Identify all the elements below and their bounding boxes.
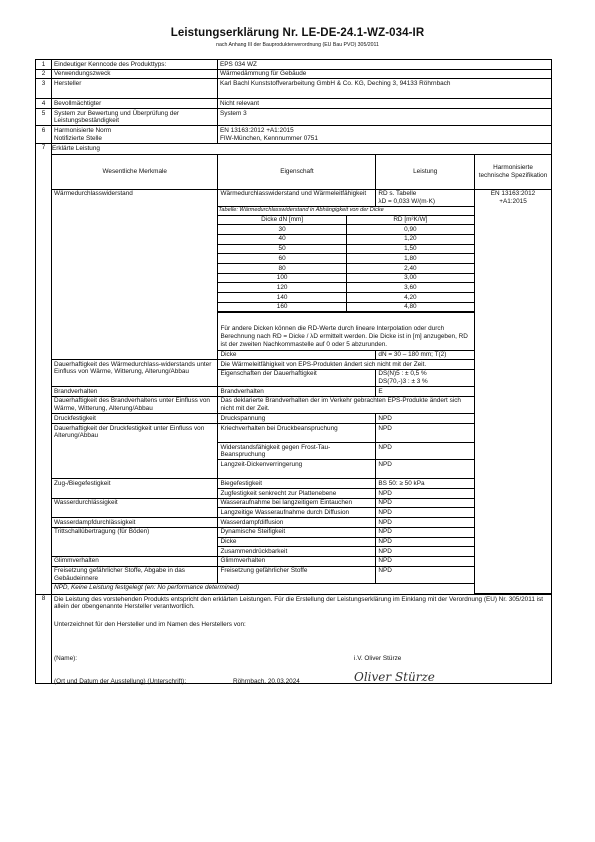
leistung-cell (376, 369, 475, 386)
row-value (218, 126, 552, 143)
thickness-table (218, 215, 474, 313)
rd-table-value: 3,60 (346, 283, 474, 293)
row-1 (36, 60, 552, 70)
leistung-cell: NPD (376, 498, 475, 508)
merkmal-cell: Druckfestigkeit (52, 414, 218, 424)
eigenschaft-cell: Freisetzung gefährlicher Stoffe (218, 566, 376, 583)
row-value: Nicht relevant (218, 99, 552, 109)
thickness-row (218, 302, 474, 312)
row-label: Hersteller (52, 79, 218, 99)
row-value: Wärmedämmung für Gebäude (218, 69, 552, 79)
col-header-spezifikation: Harmonisierte technische Spezifikation (475, 154, 552, 189)
waerme-row (52, 189, 551, 206)
thickness-value: 140 (218, 293, 346, 303)
col-header-dicke: Dicke dN [mm] (218, 215, 346, 225)
thickness-value: 40 (218, 234, 346, 244)
rd-table-value: 0,90 (346, 225, 474, 235)
thickness-row (218, 225, 474, 235)
rd-table-value: 3,00 (346, 273, 474, 283)
thickness-table-caption: Tabelle: Wärmedurchlasswiderstand in Abhängigkeit von der Dicke (218, 207, 384, 214)
rd-table-value: 4,20 (346, 293, 474, 303)
thickness-row (218, 273, 474, 283)
leistung-cell (376, 189, 475, 206)
thickness-value: 50 (218, 244, 346, 254)
row-label: Bevollmächtigter (52, 99, 218, 109)
leistung-cell: NPD (376, 547, 475, 557)
thickness-row (218, 283, 474, 293)
signed-for-text: Unterzeichnet für den Hersteller und im Namen des Herstellers von: (54, 621, 246, 629)
interpolation-note: Für andere Dicken können die RD-Werte durch lineare Interpolation oder durch Berechnung nach RD = Dicke / λD ermittelt werden. Die Dicke ist in [m] anzugeben, RD ist der zweiten Nachkommastelle auf 0 oder 5 abzurunden. (218, 312, 474, 349)
leistung-cell: dN = 30 – 180 mm; T(2) (376, 350, 475, 360)
performance-header-row (52, 154, 551, 189)
eigenschaft-cell: Dynamische Steifigkeit (218, 527, 376, 537)
lambda-value: λD = 0,033 W/(m·K) (378, 197, 436, 205)
rd-table-value: 1,50 (346, 244, 474, 254)
row-2 (36, 69, 552, 79)
thickness-value: 60 (218, 254, 346, 264)
row-number: 3 (36, 79, 52, 99)
merkmal-cell: Wärmedurchlasswiderstand (52, 189, 218, 360)
spezifikation-cell: EN 13163:2012 +A1:2015 (475, 189, 552, 593)
leistung-cell: NPD (376, 518, 475, 528)
declaration-text: Die Leistung des vorstehenden Produkts entspricht den erklärten Leistungen. Für die Erstellung der Leistungserklärung im Einklang mit der Verordnung (EU) Nr. 305/2011 ist allein der obengenannte Hersteller verantwortlich. (54, 595, 544, 611)
thickness-value: 100 (218, 273, 346, 283)
leistung-cell: NPD (376, 414, 475, 424)
col-header-rd: RD [m²K/W] (346, 215, 474, 225)
col-header-eigenschaft: Eigenschaft (218, 154, 376, 189)
thickness-row (218, 254, 474, 264)
row-number: 7 (36, 143, 52, 594)
row-number: 1 (36, 60, 52, 70)
document-title: Leistungserklärung Nr. LE-DE-24.1-WZ-034-IR (170, 27, 425, 39)
row-value: EPS 034 WZ (218, 60, 552, 70)
row-5 (36, 109, 552, 126)
thickness-row (218, 244, 474, 254)
merkmal-cell: Wasserdampfdurchlässigkeit (52, 518, 218, 528)
merkmal-cell: Freisetzung gefährlicher Stoffe, Abgabe in das Gebäudeinnere (52, 566, 218, 583)
leistung-cell: NPD (376, 566, 475, 583)
merkmal-cell: Trittschallübertragung (für Böden) (52, 527, 218, 556)
eigenschaft-cell: Langzeitige Wasseraufnahme durch Diffusion (218, 508, 376, 518)
eigenschaft-cell: Kriechverhalten bei Druckbeanspruchung (218, 424, 376, 443)
eigenschaft-cell: Glimmverhalten (218, 556, 376, 566)
row-label: System zur Bewertung und Überprüfung der Leistungsbeständigkeit (52, 109, 218, 126)
row-3 (36, 79, 552, 99)
ds-n-value: DS(N)5 : ± 0,5 % (378, 370, 427, 378)
eigenschaft-cell: Eigenschaften der Dauerhaftigkeit (218, 369, 376, 386)
leistung-cell: NPD (376, 556, 475, 566)
eigenschaft-cell: Zusammendrückbarkeit (218, 547, 376, 557)
eigenschaft-cell: Wasseraufnahme bei langzeitigem Eintauchen (218, 498, 376, 508)
place-date-value: Röhrnbach, 20.03.2024 (233, 677, 300, 685)
place-date-label: (Ort und Datum der Ausstellung) (Unterschrift): (54, 677, 187, 685)
row-number: 4 (36, 99, 52, 109)
notified-body-value: FIW-München, Kennnummer 0751 (220, 134, 318, 142)
npd-note: NPD, Keine Leistung festgelegt (en: No performance determined) (52, 583, 551, 593)
col-header-merkmal: Wesentliche Merkmale (52, 154, 218, 189)
eigenschaft-cell: Wärmedurchlasswiderstand und Wärmeleitfähigkeit (218, 189, 376, 206)
eigenschaft-cell: Dicke (218, 537, 376, 547)
thickness-value: 120 (218, 283, 346, 293)
row-value: System 3 (218, 109, 552, 126)
leistung-cell: BS 50: ≥ 50 kPa (376, 479, 475, 489)
leistung-cell: NPD (376, 443, 475, 460)
thickness-value: 30 (218, 225, 346, 235)
merkmal-cell: Wasserdurchlässigkeit (52, 498, 218, 517)
eigenschaft-cell: Dicke (218, 350, 376, 360)
row-7 (36, 143, 552, 594)
leistung-cell: NPD (376, 537, 475, 547)
row-label (52, 126, 218, 143)
thickness-row (218, 264, 474, 274)
row-8 (36, 594, 552, 683)
performance-heading: Erklärte Leistung (52, 144, 100, 152)
leistung-cell: NPD (376, 527, 475, 537)
rd-table-value: 1,80 (346, 254, 474, 264)
eigenschaft-cell: Druckspannung (218, 414, 376, 424)
norm-value: EN 13163:2012 +A1:2015 (220, 126, 294, 134)
rd-table-value: 1,20 (346, 234, 474, 244)
rd-value: RD s. Tabelle (378, 190, 417, 197)
eigenschaft-cell: Brandverhalten (218, 387, 376, 397)
eigenschaft-cell: Biegefestigkeit (218, 479, 376, 489)
merkmal-cell: Zug-/Biegefestigkeit (52, 479, 218, 498)
merkmal-cell: Dauerhaftigkeit des Wärmedurchlass-widerstands unter Einfluss von Wärme, Witterung, Alterung/Abbau (52, 360, 218, 387)
row-number: 6 (36, 126, 52, 143)
merkmal-cell: Dauerhaftigkeit des Brandverhaltens unter Einfluss von Wärme, Witterung, Alterung/Abbau (52, 396, 218, 413)
ds-70-value: DS(70,-)3 : ± 3 % (378, 378, 428, 386)
row-label: Verwendungszweck (52, 69, 218, 79)
eigenschaft-cell: Zugfestigkeit senkrecht zur Plattenebene (218, 489, 376, 499)
name-value: i.V. Oliver Stürze (354, 654, 402, 662)
eigenschaft-cell: Langzeit-Dickenverringerung (218, 460, 376, 479)
leistung-cell: NPD (376, 508, 475, 518)
merkmal-cell: Glimmverhalten (52, 556, 218, 566)
thickness-value: 160 (218, 302, 346, 312)
row-label: Eindeutiger Kenncode des Produkttyps: (52, 60, 218, 70)
document-subtitle: nach Anhang III der Bauproduktenverordnung (EU Bau PVO) 305/2011 (216, 42, 379, 48)
row-6 (36, 126, 552, 143)
row-number: 8 (36, 594, 52, 683)
name-label: (Name): (54, 654, 78, 662)
thickness-row (218, 293, 474, 303)
declaration-table (35, 59, 552, 684)
row-4 (36, 99, 552, 109)
row-value: Karl Bachl Kunststoffverarbeitung GmbH & Co. KG, Deching 3, 94133 Röhrnbach (218, 79, 552, 99)
eigenschaft-cell: Das deklarierte Brandverhalten der im Verkehr gebrachten EPS-Produkte ändert sich nicht mit der Zeit. (218, 396, 475, 413)
rd-table-value: 2,40 (346, 264, 474, 274)
thickness-row (218, 234, 474, 244)
leistung-cell: E (376, 387, 475, 397)
leistung-cell: NPD (376, 424, 475, 443)
row-number: 5 (36, 109, 52, 126)
merkmal-cell: Dauerhaftigkeit der Druckfestigkeit unter Einfluss von Alterung/Abbau (52, 424, 218, 479)
npd-note-row (52, 583, 551, 593)
eigenschaft-cell: Die Wärmeleitfähigkeit von EPS-Produkten ändert sich nicht mit der Zeit. (218, 360, 475, 370)
row-number: 2 (36, 69, 52, 79)
norm-label: Harmonisierte Norm (54, 126, 112, 134)
signature: Oliver Stürze (354, 669, 435, 684)
merkmal-cell: Brandverhalten (52, 387, 218, 397)
performance-table (52, 154, 551, 594)
col-header-leistung: Leistung (376, 154, 475, 189)
leistung-cell: NPD (376, 460, 475, 479)
notified-body-label: Notifizierte Stelle (54, 134, 102, 142)
eigenschaft-cell: Wasserdampfdiffusion (218, 518, 376, 528)
rd-table-value: 4,80 (346, 302, 474, 312)
leistung-cell: NPD (376, 489, 475, 499)
thickness-value: 80 (218, 264, 346, 274)
eigenschaft-cell: Widerstandsfähigkeit gegen Frost-Tau-Beanspruchung (218, 443, 376, 460)
